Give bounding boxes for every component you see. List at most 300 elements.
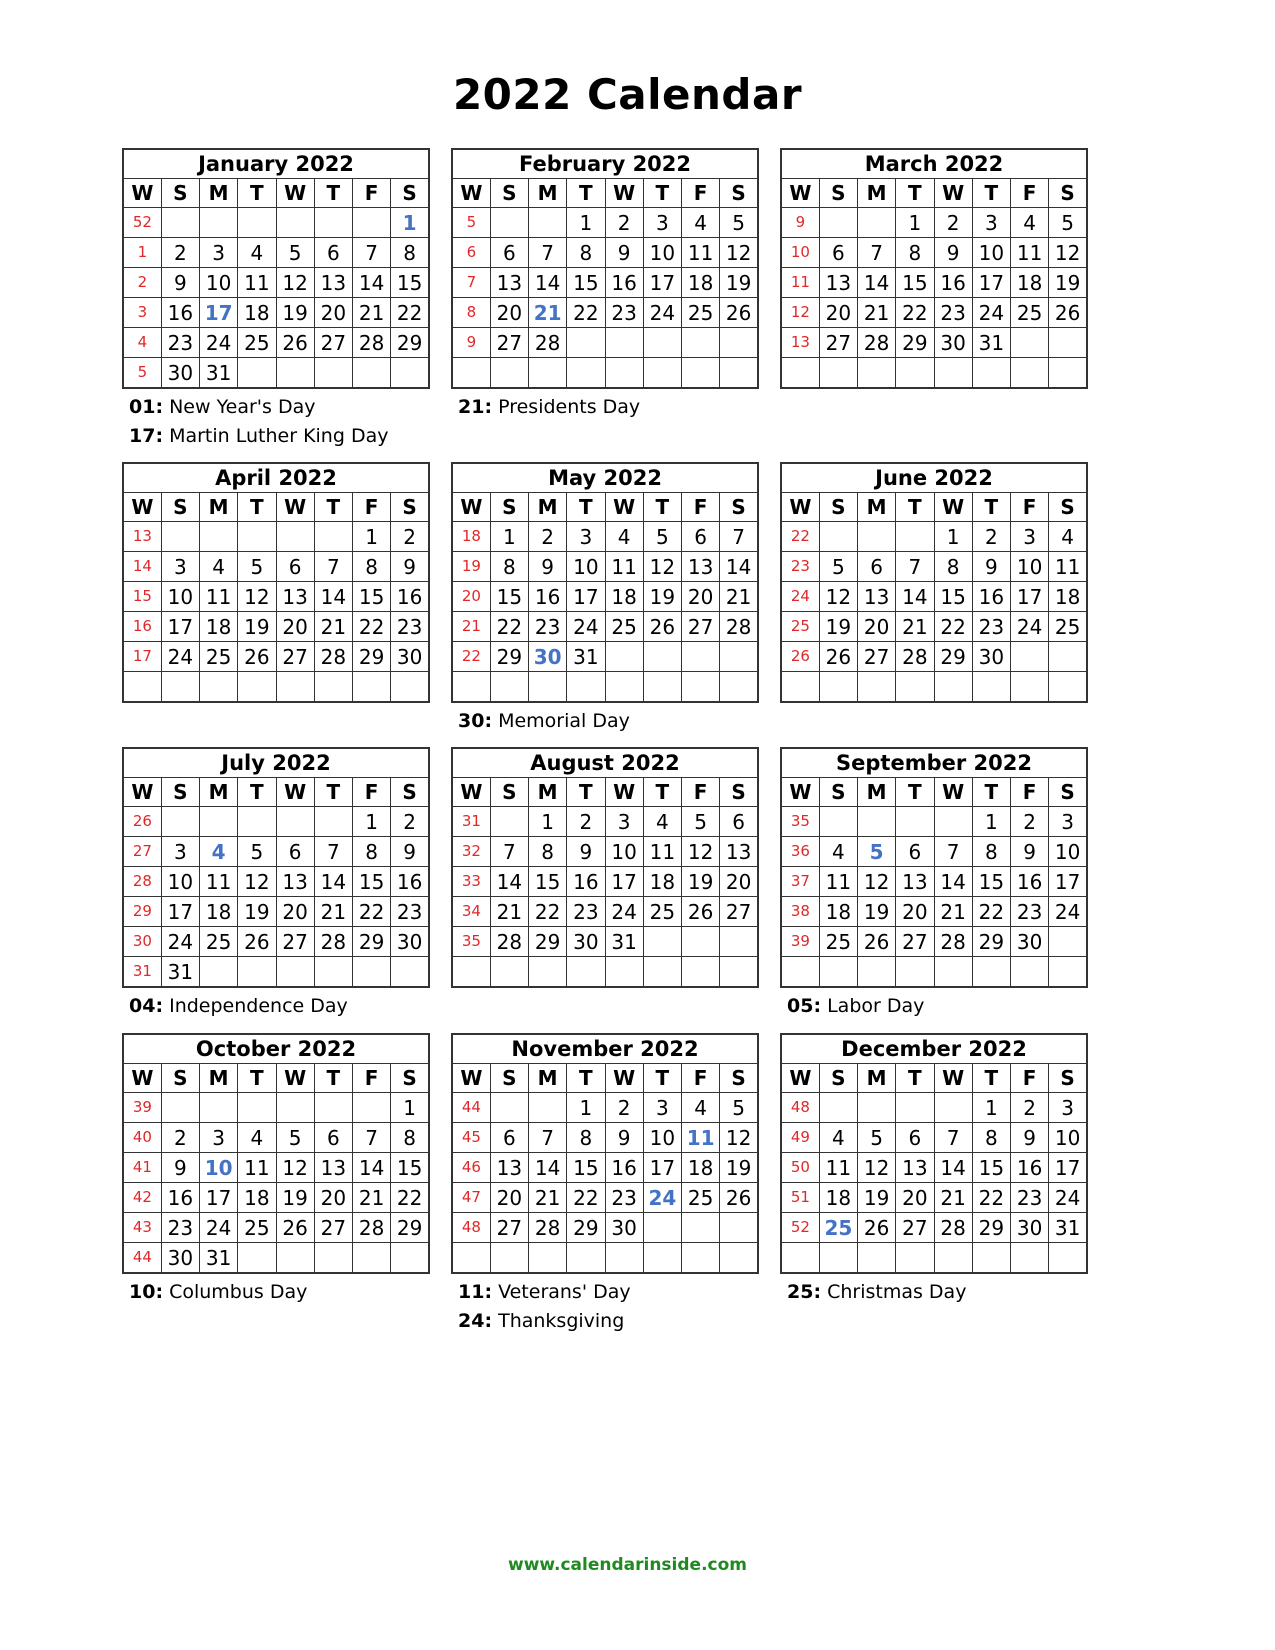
- day-cell[interactable]: 9: [605, 238, 643, 268]
- day-cell[interactable]: 8: [896, 238, 934, 268]
- day-cell[interactable]: 19: [238, 897, 276, 927]
- day-cell[interactable]: 21: [314, 897, 352, 927]
- day-cell[interactable]: 15: [353, 582, 391, 612]
- day-cell[interactable]: 4: [643, 807, 681, 837]
- day-cell[interactable]: 14: [353, 268, 391, 298]
- day-cell[interactable]: 8: [391, 238, 429, 268]
- day-cell[interactable]: 20: [490, 1183, 528, 1213]
- day-cell[interactable]: 2: [391, 807, 429, 837]
- holiday-day-cell[interactable]: 24: [643, 1183, 681, 1213]
- day-cell[interactable]: 31: [605, 927, 643, 957]
- day-cell[interactable]: 6: [490, 1123, 528, 1153]
- day-cell[interactable]: 17: [972, 268, 1010, 298]
- day-cell[interactable]: 6: [314, 1123, 352, 1153]
- day-cell[interactable]: 3: [1049, 1093, 1087, 1123]
- day-cell[interactable]: 30: [567, 927, 605, 957]
- day-cell[interactable]: 12: [682, 837, 720, 867]
- day-cell[interactable]: 31: [161, 957, 199, 988]
- day-cell[interactable]: 7: [934, 837, 972, 867]
- day-cell[interactable]: 29: [934, 642, 972, 672]
- day-cell[interactable]: 29: [896, 328, 934, 358]
- day-cell[interactable]: 18: [643, 867, 681, 897]
- day-cell[interactable]: 1: [567, 208, 605, 238]
- day-cell[interactable]: 21: [896, 612, 934, 642]
- day-cell[interactable]: 25: [819, 927, 857, 957]
- day-cell[interactable]: 5: [238, 552, 276, 582]
- day-cell[interactable]: 5: [720, 208, 758, 238]
- day-cell[interactable]: 14: [529, 1153, 567, 1183]
- day-cell[interactable]: 24: [567, 612, 605, 642]
- day-cell[interactable]: 26: [238, 642, 276, 672]
- day-cell[interactable]: 8: [567, 238, 605, 268]
- day-cell[interactable]: 21: [720, 582, 758, 612]
- day-cell[interactable]: 8: [529, 837, 567, 867]
- day-cell[interactable]: 31: [200, 358, 238, 389]
- day-cell[interactable]: 27: [276, 642, 314, 672]
- day-cell[interactable]: 7: [353, 238, 391, 268]
- day-cell[interactable]: 17: [161, 612, 199, 642]
- day-cell[interactable]: 14: [314, 867, 352, 897]
- day-cell[interactable]: 28: [529, 328, 567, 358]
- day-cell[interactable]: 7: [529, 1123, 567, 1153]
- day-cell[interactable]: 23: [391, 612, 429, 642]
- day-cell[interactable]: 1: [353, 807, 391, 837]
- day-cell[interactable]: 1: [391, 1093, 429, 1123]
- day-cell[interactable]: 19: [1049, 268, 1087, 298]
- day-cell[interactable]: 14: [353, 1153, 391, 1183]
- day-cell[interactable]: 7: [314, 837, 352, 867]
- day-cell[interactable]: 25: [682, 1183, 720, 1213]
- day-cell[interactable]: 28: [353, 328, 391, 358]
- day-cell[interactable]: 15: [490, 582, 528, 612]
- day-cell[interactable]: 4: [682, 208, 720, 238]
- day-cell[interactable]: 8: [353, 552, 391, 582]
- day-cell[interactable]: 23: [161, 1213, 199, 1243]
- day-cell[interactable]: 18: [819, 897, 857, 927]
- day-cell[interactable]: 16: [391, 582, 429, 612]
- day-cell[interactable]: 18: [682, 268, 720, 298]
- day-cell[interactable]: 25: [200, 927, 238, 957]
- holiday-day-cell[interactable]: 21: [529, 298, 567, 328]
- day-cell[interactable]: 24: [605, 897, 643, 927]
- day-cell[interactable]: 30: [391, 927, 429, 957]
- day-cell[interactable]: 5: [238, 837, 276, 867]
- day-cell[interactable]: 25: [1049, 612, 1087, 642]
- footer-url[interactable]: www.calendarinside.com: [507, 1555, 748, 1575]
- day-cell[interactable]: 18: [682, 1153, 720, 1183]
- day-cell[interactable]: 11: [200, 582, 238, 612]
- day-cell[interactable]: 29: [567, 1213, 605, 1243]
- day-cell[interactable]: 18: [200, 897, 238, 927]
- day-cell[interactable]: 13: [682, 552, 720, 582]
- day-cell[interactable]: 7: [934, 1123, 972, 1153]
- day-cell[interactable]: 17: [643, 1153, 681, 1183]
- day-cell[interactable]: 26: [238, 927, 276, 957]
- day-cell[interactable]: 22: [353, 612, 391, 642]
- day-cell[interactable]: 7: [720, 522, 758, 552]
- day-cell[interactable]: 7: [529, 238, 567, 268]
- day-cell[interactable]: 6: [314, 238, 352, 268]
- day-cell[interactable]: 5: [682, 807, 720, 837]
- day-cell[interactable]: 16: [391, 867, 429, 897]
- day-cell[interactable]: 17: [605, 867, 643, 897]
- day-cell[interactable]: 22: [567, 298, 605, 328]
- day-cell[interactable]: 6: [276, 837, 314, 867]
- day-cell[interactable]: 8: [972, 837, 1010, 867]
- day-cell[interactable]: 16: [161, 298, 199, 328]
- day-cell[interactable]: 23: [934, 298, 972, 328]
- day-cell[interactable]: 27: [896, 1213, 934, 1243]
- day-cell[interactable]: 25: [1011, 298, 1049, 328]
- day-cell[interactable]: 12: [819, 582, 857, 612]
- day-cell[interactable]: 16: [605, 268, 643, 298]
- day-cell[interactable]: 10: [605, 837, 643, 867]
- day-cell[interactable]: 25: [605, 612, 643, 642]
- day-cell[interactable]: 19: [858, 897, 896, 927]
- day-cell[interactable]: 20: [314, 1183, 352, 1213]
- day-cell[interactable]: 7: [353, 1123, 391, 1153]
- day-cell[interactable]: 19: [720, 1153, 758, 1183]
- day-cell[interactable]: 28: [720, 612, 758, 642]
- day-cell[interactable]: 18: [1049, 582, 1087, 612]
- day-cell[interactable]: 30: [1011, 1213, 1049, 1243]
- day-cell[interactable]: 5: [858, 1123, 896, 1153]
- day-cell[interactable]: 21: [490, 897, 528, 927]
- day-cell[interactable]: 19: [643, 582, 681, 612]
- day-cell[interactable]: 9: [972, 552, 1010, 582]
- day-cell[interactable]: 13: [490, 1153, 528, 1183]
- day-cell[interactable]: 20: [276, 612, 314, 642]
- day-cell[interactable]: 11: [643, 837, 681, 867]
- day-cell[interactable]: 10: [161, 867, 199, 897]
- day-cell[interactable]: 27: [314, 328, 352, 358]
- day-cell[interactable]: 10: [161, 582, 199, 612]
- day-cell[interactable]: 2: [391, 522, 429, 552]
- day-cell[interactable]: 9: [1011, 837, 1049, 867]
- day-cell[interactable]: 3: [643, 208, 681, 238]
- day-cell[interactable]: 4: [819, 1123, 857, 1153]
- day-cell[interactable]: 22: [934, 612, 972, 642]
- day-cell[interactable]: 21: [353, 1183, 391, 1213]
- day-cell[interactable]: 27: [682, 612, 720, 642]
- day-cell[interactable]: 23: [567, 897, 605, 927]
- day-cell[interactable]: 14: [720, 552, 758, 582]
- day-cell[interactable]: 17: [567, 582, 605, 612]
- day-cell[interactable]: 28: [314, 642, 352, 672]
- day-cell[interactable]: 12: [858, 867, 896, 897]
- day-cell[interactable]: 11: [819, 867, 857, 897]
- day-cell[interactable]: 19: [720, 268, 758, 298]
- day-cell[interactable]: 13: [858, 582, 896, 612]
- day-cell[interactable]: 2: [161, 1123, 199, 1153]
- day-cell[interactable]: 23: [161, 328, 199, 358]
- day-cell[interactable]: 29: [353, 927, 391, 957]
- day-cell[interactable]: 5: [720, 1093, 758, 1123]
- day-cell[interactable]: 9: [1011, 1123, 1049, 1153]
- day-cell[interactable]: 17: [643, 268, 681, 298]
- day-cell[interactable]: 2: [934, 208, 972, 238]
- day-cell[interactable]: 19: [276, 1183, 314, 1213]
- day-cell[interactable]: 23: [529, 612, 567, 642]
- day-cell[interactable]: 28: [314, 927, 352, 957]
- day-cell[interactable]: 14: [934, 1153, 972, 1183]
- day-cell[interactable]: 22: [529, 897, 567, 927]
- day-cell[interactable]: 11: [200, 867, 238, 897]
- day-cell[interactable]: 30: [391, 642, 429, 672]
- day-cell[interactable]: 20: [819, 298, 857, 328]
- day-cell[interactable]: 12: [720, 1123, 758, 1153]
- day-cell[interactable]: 28: [934, 927, 972, 957]
- day-cell[interactable]: 14: [896, 582, 934, 612]
- day-cell[interactable]: 29: [353, 642, 391, 672]
- day-cell[interactable]: 26: [720, 298, 758, 328]
- day-cell[interactable]: 22: [567, 1183, 605, 1213]
- day-cell[interactable]: 14: [490, 867, 528, 897]
- day-cell[interactable]: 9: [934, 238, 972, 268]
- day-cell[interactable]: 23: [391, 897, 429, 927]
- day-cell[interactable]: 9: [391, 837, 429, 867]
- day-cell[interactable]: 24: [972, 298, 1010, 328]
- day-cell[interactable]: 15: [529, 867, 567, 897]
- day-cell[interactable]: 27: [276, 927, 314, 957]
- day-cell[interactable]: 24: [200, 328, 238, 358]
- day-cell[interactable]: 1: [567, 1093, 605, 1123]
- day-cell[interactable]: 26: [858, 1213, 896, 1243]
- day-cell[interactable]: 30: [972, 642, 1010, 672]
- day-cell[interactable]: 16: [1011, 867, 1049, 897]
- day-cell[interactable]: 23: [1011, 1183, 1049, 1213]
- day-cell[interactable]: 31: [972, 328, 1010, 358]
- day-cell[interactable]: 27: [490, 1213, 528, 1243]
- day-cell[interactable]: 12: [276, 268, 314, 298]
- day-cell[interactable]: 17: [200, 1183, 238, 1213]
- day-cell[interactable]: 24: [200, 1213, 238, 1243]
- day-cell[interactable]: 26: [682, 897, 720, 927]
- day-cell[interactable]: 24: [643, 298, 681, 328]
- day-cell[interactable]: 6: [896, 837, 934, 867]
- day-cell[interactable]: 7: [490, 837, 528, 867]
- day-cell[interactable]: 3: [1011, 522, 1049, 552]
- day-cell[interactable]: 20: [276, 897, 314, 927]
- holiday-day-cell[interactable]: 30: [529, 642, 567, 672]
- day-cell[interactable]: 16: [529, 582, 567, 612]
- day-cell[interactable]: 18: [819, 1183, 857, 1213]
- day-cell[interactable]: 20: [896, 1183, 934, 1213]
- day-cell[interactable]: 8: [391, 1123, 429, 1153]
- day-cell[interactable]: 30: [161, 1243, 199, 1274]
- day-cell[interactable]: 18: [605, 582, 643, 612]
- day-cell[interactable]: 23: [605, 298, 643, 328]
- day-cell[interactable]: 3: [200, 238, 238, 268]
- day-cell[interactable]: 23: [605, 1183, 643, 1213]
- day-cell[interactable]: 22: [972, 897, 1010, 927]
- day-cell[interactable]: 3: [200, 1123, 238, 1153]
- holiday-day-cell[interactable]: 25: [819, 1213, 857, 1243]
- day-cell[interactable]: 11: [238, 1153, 276, 1183]
- day-cell[interactable]: 25: [682, 298, 720, 328]
- day-cell[interactable]: 28: [490, 927, 528, 957]
- day-cell[interactable]: 10: [1049, 837, 1087, 867]
- day-cell[interactable]: 10: [200, 268, 238, 298]
- day-cell[interactable]: 25: [643, 897, 681, 927]
- day-cell[interactable]: 17: [161, 897, 199, 927]
- day-cell[interactable]: 4: [200, 552, 238, 582]
- day-cell[interactable]: 1: [972, 1093, 1010, 1123]
- day-cell[interactable]: 14: [314, 582, 352, 612]
- day-cell[interactable]: 21: [934, 1183, 972, 1213]
- day-cell[interactable]: 21: [353, 298, 391, 328]
- day-cell[interactable]: 21: [934, 897, 972, 927]
- day-cell[interactable]: 19: [858, 1183, 896, 1213]
- day-cell[interactable]: 10: [567, 552, 605, 582]
- day-cell[interactable]: 1: [934, 522, 972, 552]
- day-cell[interactable]: 25: [238, 328, 276, 358]
- day-cell[interactable]: 9: [391, 552, 429, 582]
- day-cell[interactable]: 24: [1049, 897, 1087, 927]
- day-cell[interactable]: 1: [896, 208, 934, 238]
- day-cell[interactable]: 31: [1049, 1213, 1087, 1243]
- day-cell[interactable]: 26: [276, 1213, 314, 1243]
- day-cell[interactable]: 11: [819, 1153, 857, 1183]
- day-cell[interactable]: 2: [161, 238, 199, 268]
- day-cell[interactable]: 15: [896, 268, 934, 298]
- day-cell[interactable]: 26: [720, 1183, 758, 1213]
- day-cell[interactable]: 29: [391, 328, 429, 358]
- day-cell[interactable]: 27: [720, 897, 758, 927]
- day-cell[interactable]: 13: [314, 1153, 352, 1183]
- day-cell[interactable]: 26: [643, 612, 681, 642]
- day-cell[interactable]: 16: [161, 1183, 199, 1213]
- day-cell[interactable]: 3: [161, 837, 199, 867]
- day-cell[interactable]: 11: [605, 552, 643, 582]
- day-cell[interactable]: 5: [276, 238, 314, 268]
- holiday-day-cell[interactable]: 10: [200, 1153, 238, 1183]
- day-cell[interactable]: 28: [353, 1213, 391, 1243]
- day-cell[interactable]: 13: [819, 268, 857, 298]
- day-cell[interactable]: 27: [858, 642, 896, 672]
- day-cell[interactable]: 12: [238, 582, 276, 612]
- day-cell[interactable]: 12: [276, 1153, 314, 1183]
- day-cell[interactable]: 22: [353, 897, 391, 927]
- day-cell[interactable]: 29: [391, 1213, 429, 1243]
- day-cell[interactable]: 26: [276, 328, 314, 358]
- day-cell[interactable]: 4: [605, 522, 643, 552]
- day-cell[interactable]: 12: [643, 552, 681, 582]
- day-cell[interactable]: 12: [238, 867, 276, 897]
- day-cell[interactable]: 2: [529, 522, 567, 552]
- day-cell[interactable]: 22: [972, 1183, 1010, 1213]
- day-cell[interactable]: 1: [972, 807, 1010, 837]
- day-cell[interactable]: 9: [161, 268, 199, 298]
- day-cell[interactable]: 27: [819, 328, 857, 358]
- day-cell[interactable]: 16: [567, 867, 605, 897]
- day-cell[interactable]: 2: [972, 522, 1010, 552]
- day-cell[interactable]: 19: [276, 298, 314, 328]
- day-cell[interactable]: 19: [238, 612, 276, 642]
- day-cell[interactable]: 29: [490, 642, 528, 672]
- day-cell[interactable]: 13: [896, 867, 934, 897]
- day-cell[interactable]: 15: [353, 867, 391, 897]
- day-cell[interactable]: 18: [200, 612, 238, 642]
- day-cell[interactable]: 16: [972, 582, 1010, 612]
- day-cell[interactable]: 21: [529, 1183, 567, 1213]
- day-cell[interactable]: 15: [972, 1153, 1010, 1183]
- day-cell[interactable]: 3: [643, 1093, 681, 1123]
- day-cell[interactable]: 17: [1011, 582, 1049, 612]
- day-cell[interactable]: 22: [391, 298, 429, 328]
- day-cell[interactable]: 5: [1049, 208, 1087, 238]
- day-cell[interactable]: 9: [605, 1123, 643, 1153]
- day-cell[interactable]: 8: [934, 552, 972, 582]
- day-cell[interactable]: 27: [490, 328, 528, 358]
- day-cell[interactable]: 6: [858, 552, 896, 582]
- day-cell[interactable]: 4: [1049, 522, 1087, 552]
- day-cell[interactable]: 1: [353, 522, 391, 552]
- day-cell[interactable]: 24: [161, 642, 199, 672]
- day-cell[interactable]: 20: [682, 582, 720, 612]
- day-cell[interactable]: 10: [643, 238, 681, 268]
- day-cell[interactable]: 31: [200, 1243, 238, 1274]
- day-cell[interactable]: 12: [1049, 238, 1087, 268]
- day-cell[interactable]: 30: [605, 1213, 643, 1243]
- day-cell[interactable]: 22: [391, 1183, 429, 1213]
- day-cell[interactable]: 26: [1049, 298, 1087, 328]
- day-cell[interactable]: 16: [934, 268, 972, 298]
- day-cell[interactable]: 18: [238, 298, 276, 328]
- day-cell[interactable]: 17: [1049, 1153, 1087, 1183]
- day-cell[interactable]: 14: [529, 268, 567, 298]
- day-cell[interactable]: 2: [1011, 807, 1049, 837]
- day-cell[interactable]: 9: [161, 1153, 199, 1183]
- holiday-day-cell[interactable]: 17: [200, 298, 238, 328]
- day-cell[interactable]: 25: [238, 1213, 276, 1243]
- day-cell[interactable]: 15: [567, 268, 605, 298]
- day-cell[interactable]: 8: [353, 837, 391, 867]
- day-cell[interactable]: 11: [682, 238, 720, 268]
- day-cell[interactable]: 26: [858, 927, 896, 957]
- day-cell[interactable]: 30: [934, 328, 972, 358]
- holiday-day-cell[interactable]: 1: [391, 208, 429, 238]
- day-cell[interactable]: 24: [161, 927, 199, 957]
- day-cell[interactable]: 13: [720, 837, 758, 867]
- day-cell[interactable]: 18: [238, 1183, 276, 1213]
- day-cell[interactable]: 10: [972, 238, 1010, 268]
- day-cell[interactable]: 13: [276, 582, 314, 612]
- day-cell[interactable]: 28: [896, 642, 934, 672]
- day-cell[interactable]: 15: [391, 268, 429, 298]
- day-cell[interactable]: 10: [1011, 552, 1049, 582]
- day-cell[interactable]: 13: [896, 1153, 934, 1183]
- day-cell[interactable]: 24: [1049, 1183, 1087, 1213]
- day-cell[interactable]: 2: [567, 807, 605, 837]
- day-cell[interactable]: 5: [819, 552, 857, 582]
- day-cell[interactable]: 27: [314, 1213, 352, 1243]
- day-cell[interactable]: 13: [314, 268, 352, 298]
- day-cell[interactable]: 3: [605, 807, 643, 837]
- day-cell[interactable]: 13: [276, 867, 314, 897]
- day-cell[interactable]: 15: [972, 867, 1010, 897]
- day-cell[interactable]: 6: [720, 807, 758, 837]
- day-cell[interactable]: 4: [682, 1093, 720, 1123]
- day-cell[interactable]: 12: [858, 1153, 896, 1183]
- day-cell[interactable]: 30: [1011, 927, 1049, 957]
- day-cell[interactable]: 29: [529, 927, 567, 957]
- day-cell[interactable]: 16: [1011, 1153, 1049, 1183]
- day-cell[interactable]: 6: [490, 238, 528, 268]
- day-cell[interactable]: 28: [529, 1213, 567, 1243]
- day-cell[interactable]: 6: [896, 1123, 934, 1153]
- day-cell[interactable]: 20: [490, 298, 528, 328]
